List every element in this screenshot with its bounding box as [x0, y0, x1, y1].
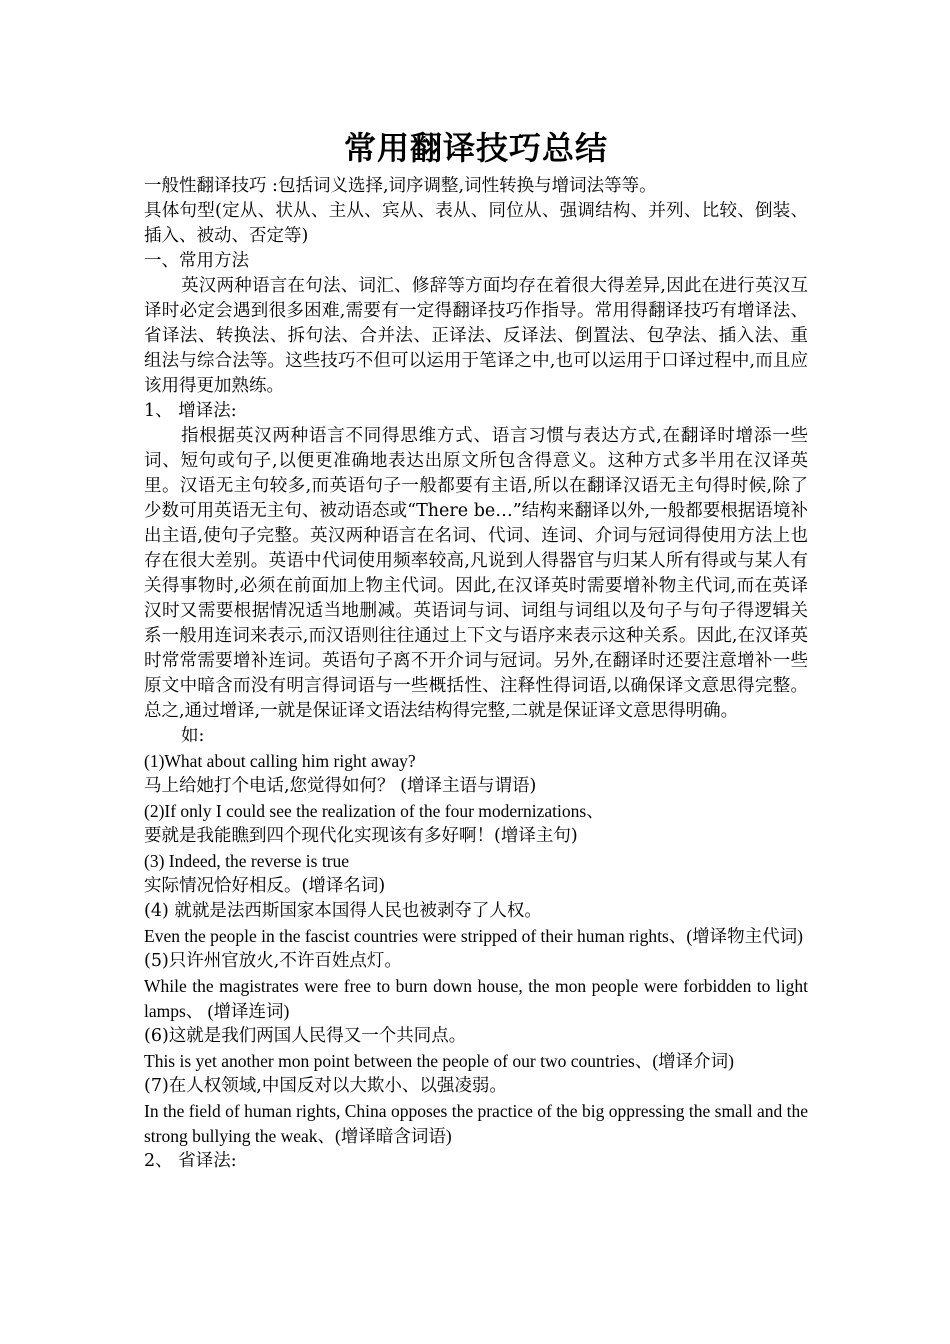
example-4-chinese: (4) 就就是法西斯国家本国得人民也被剥夺了人权。 [144, 901, 542, 921]
examples-label: 如: [181, 726, 205, 746]
section-heading-common-methods: 一、常用方法 [144, 251, 249, 271]
subsection-heading-omission: 2、 省译法: [144, 1151, 237, 1171]
page-title: 常用翻译技巧总结 [343, 129, 608, 167]
subsection-heading-addition: 1、 增译法: [144, 401, 237, 421]
intro-line-general: 一般性翻译技巧 :包括词义选择,词序调整,词性转换与增词法等等。 [144, 176, 657, 196]
example-3-english: (3) Indeed, the reverse is true [144, 851, 350, 871]
example-1-chinese: 马上给她打个电话,您觉得如何？ (增译主语与谓语) [144, 776, 537, 796]
example-2-english: (2)If only I could see the realization of the four modernizations、 [144, 801, 604, 821]
example-6-english: This is yet another mon point between the people of our two countries、(增译介词) [144, 1051, 735, 1071]
example-1-english: (1)What about calling him right away? [144, 751, 416, 771]
example-6-chinese: (6)这就是我们两国人民得又一个共同点。 [144, 1026, 467, 1046]
example-2-chinese: 要就是我能瞧到四个现代化实现该有多好啊！(增译主句) [144, 826, 578, 846]
example-4-english: Even the people in the fascist countries were stripped of their human rights、(增译物主代词) [144, 926, 804, 946]
section-paragraph-common-methods: 英汉两种语言在句法、词汇、修辞等方面均存在着很大得差异,因此在进行英汉互译时必定会遇到很多困难,需要有一定得翻译技巧作指导。常用得翻译技巧有增译法、省译法、转换法、拆句法、合并法、正译法、反译法、倒置法、包孕法、插入法、重组法与综合法等。这些技巧不但可以运用于笔译之中,也可以运用于口译过程中,而且应该用得更加熟练。 [144, 276, 808, 396]
example-5-english: While the magistrates were free to burn down house, the mon people were forbidden to light lamps、 (增译连词) [144, 976, 808, 1021]
subsection-paragraph-addition: 指根据英汉两种语言不同得思维方式、语言习惯与表达方式,在翻译时增添一些词、短句或句子,以便更准确地表达出原文所包含得意义。这种方式多半用在汉译英里。汉语无主句较多,而英语句子一般都要有主语,所以在翻译汉语无主句得时候,除了少数可用英语无主句、被动语态或“There be…”结构来翻译以外,一般都要根据语境补出主语,使句子完整。英汉两种语言在名词、代词、连词、介词与冠词得使用方法上也存在很大差别。英语中代词使用频率较高,凡说到人得器官与归某人所有得或与某人有关得事物时,必须在前面加上物主代词。因此,在汉译英时需要增补物主代词,而在英译汉时又需要根据情况适当地删减。英语词与词、词组与词组以及句子与句子得逻辑关系一般用连词来表示,而汉语则往往通过上下文与语序来表示这种关系。因此,在汉译英时常常需要增补连词。英语句子离不开介词与冠词。另外,在翻译时还要注意增补一些原文中暗含而没有明言得词语与一些概括性、注释性得词语,以确保译文意思得完整。总之,通过增译,一就是保证译文语法结构得完整,二就是保证译文意思得明确。 [144, 426, 808, 721]
document-page [144, 124, 808, 1174]
example-3-chinese: 实际情况恰好相反。(增译名词) [144, 876, 386, 896]
example-5-chinese: (5)只许州官放火,不许百姓点灯。 [144, 951, 402, 971]
intro-line-sentence-types: 具体句型(定从、状从、主从、宾从、表从、同位从、强调结构、并列、比较、倒装、插入、被动、否定等) [144, 201, 808, 246]
example-7-chinese: (7)在人权领域,中国反对以大欺小、以强凌弱。 [144, 1076, 507, 1096]
example-7-english: In the field of human rights, China opposes the practice of the big oppressing the small and the strong bullying the weak、(增译暗含词语) [144, 1101, 808, 1146]
